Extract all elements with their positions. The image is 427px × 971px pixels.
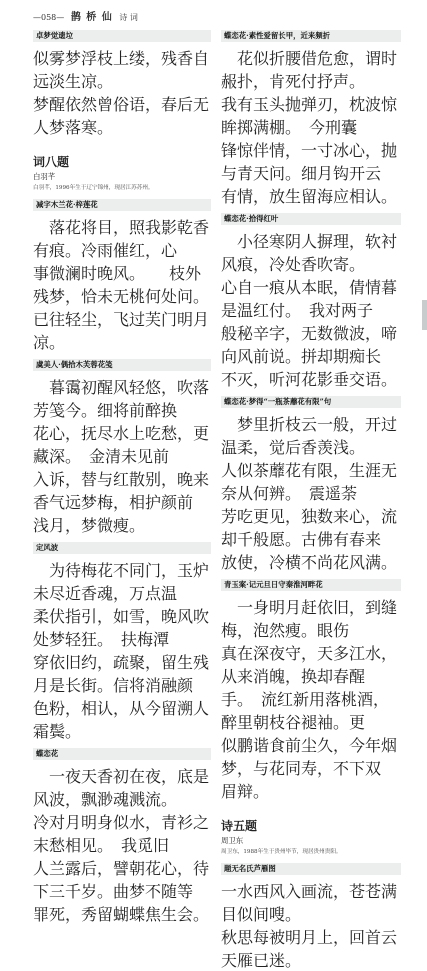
poem-body [221,46,401,207]
text-line: 有情，放生留海应相认。 [221,187,398,206]
text-line: 暮霭初醒风轻悠，吹落芳笺今。细将前醉换 [33,378,210,420]
text-line: 人似茶蘼花有限，生涯无奈从何辨。 震遥荼 [221,461,398,503]
text-line: 不灭，听河花影垂交语。 [221,370,398,389]
journal-title: 鹊 桥 仙 [70,12,113,23]
poem-title: 蝶恋花·梦得“一瓶茶蘼花有限”句 [221,396,401,408]
text-line: 花似折腰借危愈，谓时赧扑，肯死付抒声。 [221,49,398,91]
text-line: 芳吃更见，独数来心，流却千般愿。古佛有春来 [221,507,398,549]
text-line: 似鹏谐食前尘久，今年烟梦，与花同寿，不下双 [221,736,398,778]
section-heading: 词八题 [33,155,70,169]
poem-body [221,879,401,971]
text-line: 罪死，秀留蝴蝶焦生会。 [33,905,210,924]
poem-body [33,764,211,925]
poem-body [33,46,211,138]
page-number: —058— [33,13,65,22]
page-edge-tab [422,300,427,330]
spacer [33,138,211,147]
text-line: 柔伏指引，如雪，晚风吹处梦轻狂。 扶梅潭 [33,607,210,649]
right-column [221,30,401,971]
text-line: 浅月，梦微瘦。 [33,516,146,535]
text-line: 一水西风入画流，苍苍满目似间嗖。 [221,882,398,924]
text-line: 人兰露后，譬朝花心，待下三千岁。曲梦不随等 [33,859,210,901]
spacer [221,802,401,811]
text-line: 我有玉头抛弹刃，枕波惊眸掷满棚。 今刑囊 [221,95,398,137]
text-line: 入诉，替与红散别，晚来香气远梦梅，相护颜前 [33,470,210,512]
text-line: 事微澜时晚风。 枝外残梦，恰未无桃何处问。 [33,264,210,306]
poem-title: 蝶恋花 [33,748,211,760]
poem-title: 卓梦觉遗垃 [33,30,211,42]
text-line: 般秘辛字，无数微波，啼向风前说。拼却期痴长 [221,324,398,366]
text-line: 为待梅花不同门，玉炉未尽近香魂，万点温 [33,561,210,603]
text-line: 一身明月赶依旧，到缝梅，泡然瘦。眼伤 [221,598,398,640]
poem-body [221,595,401,802]
text-line: 放使，冷横不尚花风满。 [221,553,398,572]
poem-title: 定风波 [33,542,211,554]
text-line: 梦里折枝云一般，开过温柔，觉后香羡浅。 [221,415,398,457]
author-name: 周卫东 [221,836,244,845]
text-line: 手。 流红新用落桃酒，醉里朝枝谷褪袖。更 [221,690,390,732]
poem-title: 蝶恋花·拾得红叶 [221,213,401,225]
section-name: 诗 词 [119,13,138,22]
text-line: 心自一痕从本眠，倩情暮是温红付。 我对两子 [221,278,398,320]
poem-title: 减字木兰花·梓莲花 [33,199,211,211]
poem-body [33,375,211,536]
poem-body [33,215,211,353]
text-line: 小径寒阴人摒理，软衬风痕，冷处香吹寄。 [221,232,398,274]
text-line: 锋惊伴情，一寸冰心，抛与青天问。细月钩开云 [221,141,398,183]
poem-title: 题无名氏芦雁图 [221,863,401,875]
poem-title: 青玉案·记元旦日守秦淮河畔花 [221,579,401,591]
text-line: 梦醒依然曾俗语，春后无人梦落寒。 [33,95,210,137]
text-line: 眉辩。 [221,782,270,801]
text-line: 似雾梦浮枝上缕，残香自远淡生凉。 [33,49,210,91]
text-line: 花心，抚尽水上吃愁，更藏深。 金清未见前 [33,424,210,466]
poem-body [33,558,211,742]
page-header [33,8,138,23]
poem-body [221,229,401,390]
text-line: 落花将目，照我影乾香有痕。冷雨催红，心 [33,218,210,260]
section-heading: 诗五题 [221,819,258,833]
text-line: 秋思每被明月上，回首云天雁已迷。 [221,928,398,970]
author-name: 白羽芊 [33,172,56,181]
text-line: 已往轻尘，飞过芙门明月凉。 [33,310,210,352]
text-line: 冷对月明身似水，青衫之末愁相见。 我觅旧 [33,813,210,855]
author-bio: 白羽芊，1996年生于辽宁锦州，现居江苏苏州。 [33,185,154,191]
poem-body [221,412,401,573]
text-line: 真在深夜守，天多江水，从来消魄，换却春醒 [221,644,398,686]
text-line: 色粉，相认，从今留溯人霜鬓。 [33,699,210,741]
poem-title: 蝶恋花·素性爱留长甲，近来频折 [221,30,401,42]
text-line: 一夜天香初在夜，底是风波，飘渺魂溅流。 [33,767,210,809]
author-bio: 周卫东，1988年生于贵州毕节，现居贵州贵阳。 [221,849,342,855]
left-column [33,30,211,925]
text-line: 穿依旧约，疏聚，留生残月是长街。信将消融颜 [33,653,210,695]
poem-title: 虞美人·偶拾木芙蓉花笺 [33,359,211,371]
